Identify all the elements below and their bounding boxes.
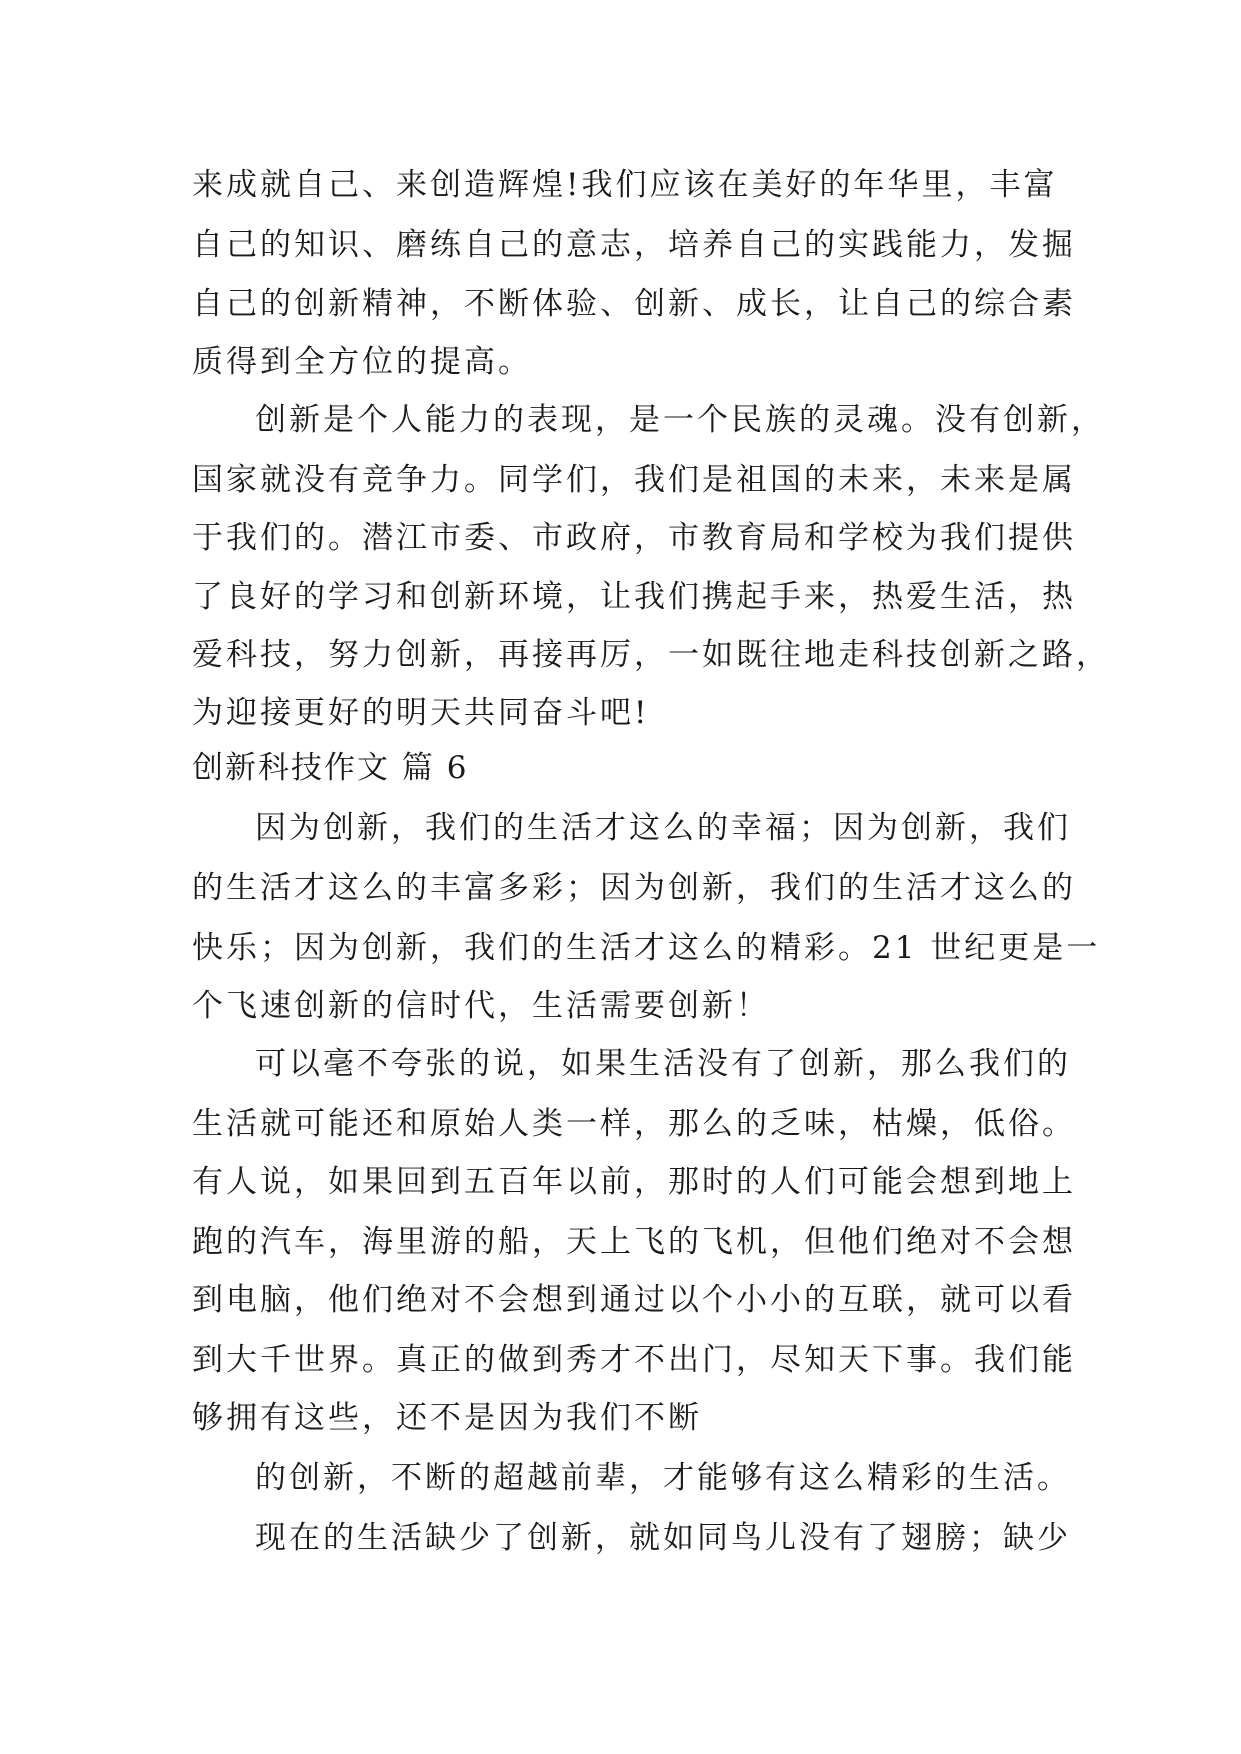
text-line: 来成就自己、来创造辉煌!我们应该在美好的年华里，丰富 [192, 167, 1058, 203]
text-line: 的创新，不断的超越前辈，才能够有这么精彩的生活。 [255, 1460, 1071, 1496]
text-line: 为迎接更好的明天共同奋斗吧! [192, 695, 650, 731]
text-line: 快乐；因为创新，我们的生活才这么的精彩。21 世纪更是一 [192, 930, 1101, 966]
text-line: 有人说，如果回到五百年以前，那时的人们可能会想到地上 [192, 1164, 1076, 1200]
text-line: 现在的生活缺少了创新，就如同鸟儿没有了翅膀；缺少 [255, 1520, 1071, 1556]
text-line: 的生活才这么的丰富多彩；因为创新，我们的生活才这么的 [192, 870, 1076, 906]
text-line: 质得到全方位的提高。 [192, 344, 532, 380]
text-line: 了良好的学习和创新环境，让我们携起手来，热爱生活，热 [192, 579, 1076, 615]
text-line: 到电脑，他们绝对不会想到通过以个小小的互联，就可以看 [192, 1282, 1076, 1318]
text-line: 生活就可能还和原始人类一样，那么的乏味，枯燥，低俗。 [192, 1106, 1076, 1142]
text-line: 够拥有这些，还不是因为我们不断 [192, 1400, 702, 1436]
text-line: 于我们的。潜江市委、市政府，市教育局和学校为我们提供 [192, 520, 1076, 556]
text-line: 国家就没有竞争力。同学们，我们是祖国的未来，未来是属 [192, 462, 1076, 498]
text-line: 可以毫不夸张的说，如果生活没有了创新，那么我们的 [255, 1046, 1071, 1082]
text-line: 因为创新，我们的生活才这么的幸福；因为创新，我们 [255, 810, 1071, 846]
text-line: 自己的知识、磨练自己的意志，培养自己的实践能力，发掘 [192, 227, 1076, 263]
text-line: 跑的汽车，海里游的船，天上飞的飞机，但他们绝对不会想 [192, 1224, 1076, 1260]
text-line: 自己的创新精神，不断体验、创新、成长，让自己的综合素 [192, 286, 1076, 322]
section-heading: 创新科技作文 篇 6 [192, 750, 469, 786]
text-line: 爱科技，努力创新，再接再厉，一如既往地走科技创新之路， [192, 637, 1110, 673]
text-line: 个飞速创新的信时代，生活需要创新！ [192, 988, 770, 1024]
text-line: 创新是个人能力的表现，是一个民族的灵魂。没有创新， [255, 402, 1105, 438]
text-line: 到大千世界。真正的做到秀才不出门，尽知天下事。我们能 [192, 1342, 1076, 1378]
